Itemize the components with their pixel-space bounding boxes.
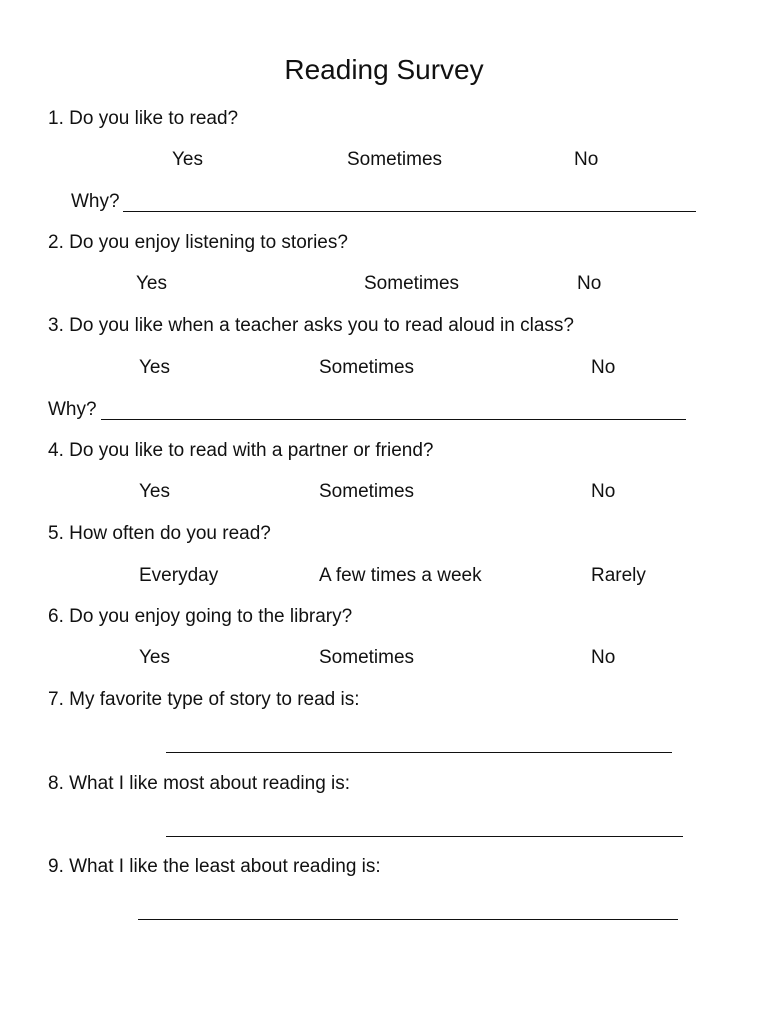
question-1-text: 1. Do you like to read?: [48, 108, 239, 129]
question-8-answer-line[interactable]: [166, 836, 683, 837]
question-4-option-yes[interactable]: Yes: [139, 481, 170, 502]
question-9-text: 9. What I like the least about reading is:: [48, 856, 381, 877]
question-3-why-answer-line[interactable]: [101, 419, 686, 420]
question-2-text: 2. Do you enjoy listening to stories?: [48, 232, 348, 253]
question-5-text: 5. How often do you read?: [48, 523, 271, 544]
question-1-why-answer-line[interactable]: [123, 211, 696, 212]
question-2-option-yes[interactable]: Yes: [136, 273, 167, 294]
question-4-text: 4. Do you like to read with a partner or friend?: [48, 440, 434, 461]
question-4-option-sometimes[interactable]: Sometimes: [319, 481, 415, 502]
question-9-answer-line[interactable]: [138, 919, 678, 920]
question-5-option-rarely[interactable]: Rarely: [591, 565, 646, 586]
question-6-option-yes[interactable]: Yes: [139, 647, 170, 668]
question-2-option-no[interactable]: No: [577, 273, 602, 294]
question-7-text: 7. My favorite type of story to read is:: [48, 689, 360, 710]
question-5-option-everyday[interactable]: Everyday: [139, 565, 219, 586]
question-3-option-yes[interactable]: Yes: [139, 357, 170, 378]
question-8-text: 8. What I like most about reading is:: [48, 773, 351, 794]
question-6-text: 6. Do you enjoy going to the library?: [48, 606, 353, 627]
question-2-option-sometimes[interactable]: Sometimes: [364, 273, 460, 294]
question-3-option-sometimes[interactable]: Sometimes: [319, 357, 415, 378]
question-6-option-no[interactable]: No: [591, 647, 616, 668]
question-1-option-sometimes[interactable]: Sometimes: [347, 149, 443, 170]
question-3-option-no[interactable]: No: [591, 357, 616, 378]
question-3-text: 3. Do you like when a teacher asks you to read aloud in class?: [48, 315, 574, 336]
question-1-option-yes[interactable]: Yes: [172, 149, 203, 170]
question-6-option-sometimes[interactable]: Sometimes: [319, 647, 415, 668]
question-1-option-no[interactable]: No: [574, 149, 599, 170]
page-title: Reading Survey: [284, 54, 484, 85]
question-4-option-no[interactable]: No: [591, 481, 616, 502]
question-3-why-label: Why?: [48, 399, 97, 420]
question-5-option-few-times-a-week[interactable]: A few times a week: [319, 565, 482, 586]
question-7-answer-line[interactable]: [166, 752, 672, 753]
question-1-why-label: Why?: [71, 191, 120, 212]
